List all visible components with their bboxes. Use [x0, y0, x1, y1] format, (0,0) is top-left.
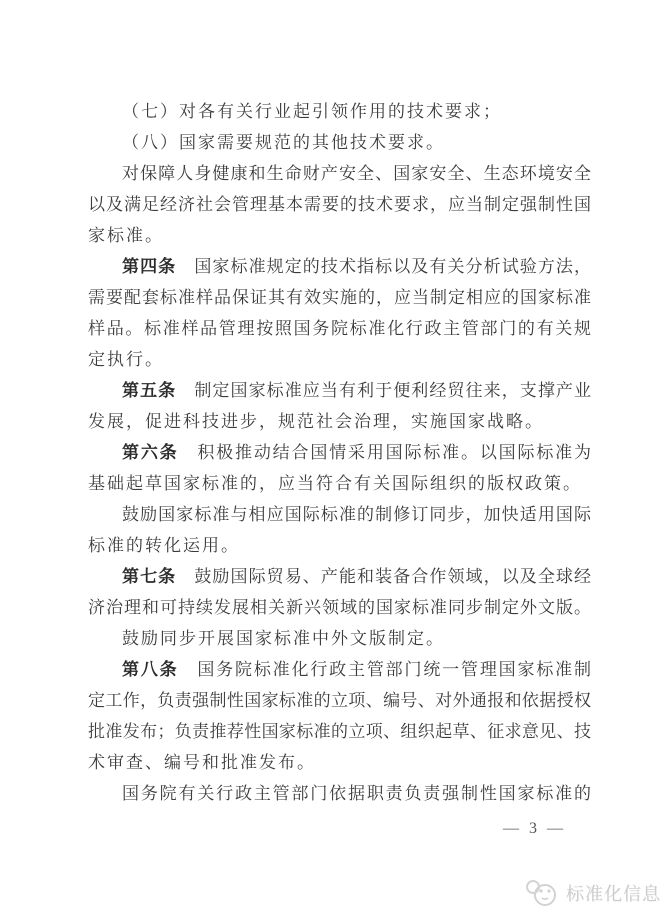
article-number: 第五条 [122, 381, 177, 400]
panda-magnifier-icon [523, 878, 561, 908]
watermark-label: 标准化信息 [566, 884, 661, 904]
page-number: — 3 — [503, 820, 566, 837]
text-line: 鼓励国家标准与相应国际标准的制修订同步，加快适用国际 [122, 505, 591, 524]
text-line: 对保障人身健康和生命财产安全、国家安全、生态环境安全 [122, 164, 591, 183]
text-line: 第五条 制定国家标准应当有利于便利经贸往来，支撑产业 [122, 381, 592, 400]
document-body [88, 96, 591, 809]
text-line: 标准的转化运用。 [88, 536, 240, 555]
text-line: （八）国家需要规范的其他技术要求。 [122, 133, 445, 152]
text-line: 基础起草国家标准的，应当符合有关国际组织的版权政策。 [88, 474, 582, 493]
text-line: 需要配套标准样品保证其有效实施的，应当制定相应的国家标准 [88, 288, 591, 307]
text-line: 济治理和可持续发展相关新兴领域的国家标准同步制定外文版。 [88, 598, 591, 617]
text-line: 第七条 鼓励国际贸易、产能和装备合作领域，以及全球经 [122, 567, 592, 586]
text-line: 家标准。 [88, 226, 164, 245]
text-line: （七）对各有关行业起引领作用的技术要求； [122, 102, 502, 121]
article-number: 第七条 [122, 567, 177, 586]
text-line: 术审查、编号和批准发布。 [88, 753, 316, 772]
article-number: 第四条 [122, 257, 177, 276]
watermark [523, 878, 661, 908]
text-line: 发展，促进科技进步，规范社会治理，实施国家战略。 [88, 412, 544, 431]
text-line: 定执行。 [88, 350, 164, 369]
text-line: 定工作，负责强制性国家标准的立项、编号、对外通报和依据授权 [88, 691, 591, 710]
text-line: 第六条 积极推动结合国情采用国际标准。以国际标准为 [122, 443, 591, 462]
text-line: 鼓励同步开展国家标准中外文版制定。 [122, 629, 445, 648]
article-number: 第六条 [122, 443, 179, 462]
text-line: 以及满足经济社会管理基本需要的技术要求，应当制定强制性国 [88, 195, 591, 214]
text-line: 第四条 国家标准规定的技术指标以及有关分析试验方法， [122, 257, 592, 276]
text-line: 批准发布；负责推荐性国家标准的立项、组织起草、征求意见、技 [88, 722, 591, 741]
text-line: 第八条 国务院标准化行政主管部门统一管理国家标准制 [122, 660, 591, 679]
article-number: 第八条 [122, 660, 179, 679]
text-line: 国务院有关行政主管部门依据职责负责强制性国家标准的 [122, 784, 591, 803]
text-line: 样品。标准样品管理按照国务院标准化行政主管部门的有关规 [88, 319, 591, 338]
